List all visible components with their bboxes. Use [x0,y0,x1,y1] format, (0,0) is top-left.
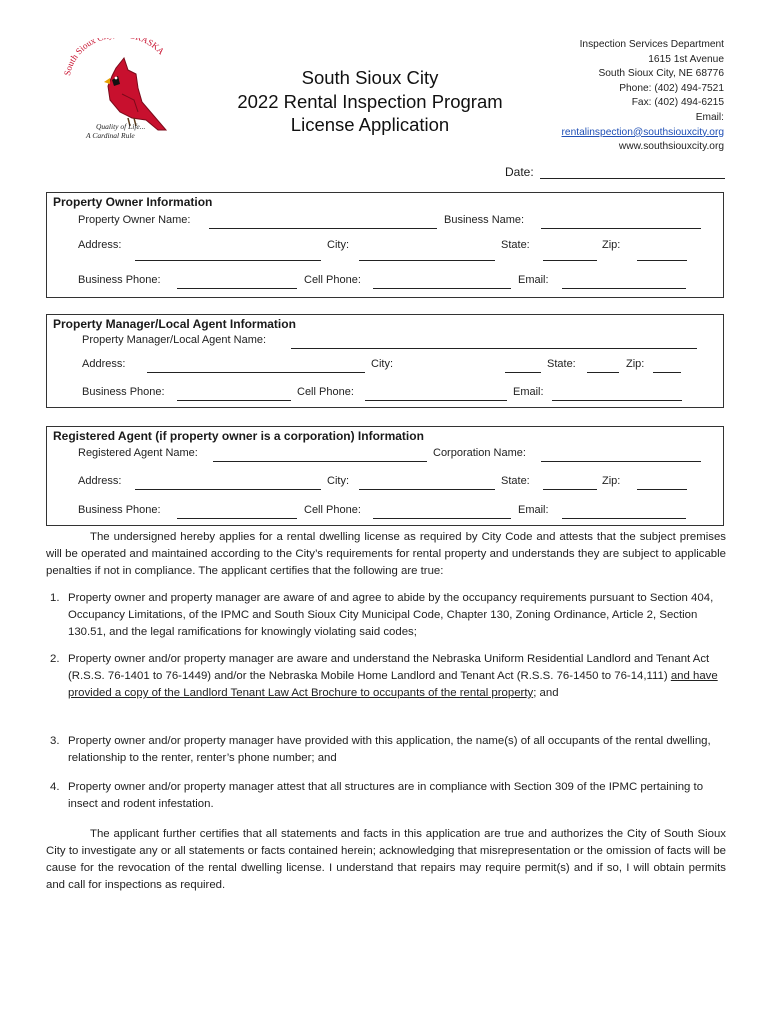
agent-corp-label: Corporation Name: [433,447,526,459]
agent-city-label: City: [327,475,349,487]
dept-email-link[interactable]: rentalinspection@southsiouxcity.org [561,126,724,138]
intro-paragraph: The undersigned hereby applies for a rental dwelling license as required by City Code and attests that the subject premises will be operated and maintained according to the City’s requirements for rental property and understands they are subject to applicable penalties if not in compliance. The applicant certifies that the following are true: [46,531,726,577]
owner-city-line[interactable] [359,260,495,261]
owner-business-line[interactable] [541,228,701,229]
agent-address-label: Address: [78,475,122,487]
manager-name-label: Property Manager/Local Agent Name: [82,334,267,346]
list-item-2-text-a: Property owner and/or property manager are aware and understand the Nebraska Uniform Residential Landlord and Tenant Act (R.S.S. 76-1401 to 76-1449) and/or the Nebraska Mobile Home Landlord and Tenant Act (R.S.S. 76-1450 to 76-14,111) [68,653,710,682]
agent-bphone-label: Business Phone: [78,504,161,516]
owner-business-label: Business Name: [444,214,525,226]
list-item-3-text: Property owner and/or property manager have provided with this application, the name(s) of all occupants of the rental dwelling, relationship to the renter, renter’s phone number; and [68,735,711,764]
agent-corp-line[interactable] [541,461,701,462]
manager-email-line[interactable] [552,400,682,401]
logo-arc-text: South Sioux ASKA [62,38,167,77]
list-item-3-number: 3. [50,735,60,747]
list-item-2-text-b: ; and [533,687,559,699]
manager-cell-label: Cell Phone: [297,386,354,398]
owner-state-label: State: [501,239,530,251]
dept-address-1: 1615 1st Avenue [648,53,724,65]
manager-zip-line[interactable] [653,372,681,373]
list-item-2-number: 2. [50,653,60,665]
date-line[interactable] [540,178,725,179]
list-item-4 [50,779,726,813]
title-line-3: License Application [290,114,450,135]
date-label: Date: [505,165,534,179]
manager-heading: Property Manager/Local Agent Information [53,317,296,331]
agent-name-line[interactable] [213,461,427,462]
city-logo [58,38,178,146]
manager-name-line[interactable] [291,348,697,349]
agent-zip-label: Zip: [602,475,621,487]
dept-phone: Phone: (402) 494-7521 [619,82,724,94]
closing-paragraph: The applicant further certifies that all statements and facts in this application are true and authorizes the City of South Sioux City to investigate any or all statements or facts contained herein; acknowledging that misrepresentation or the omission of facts will be cause for the revocation of the rental dwelling license. I understand that repairs may require permit(s) and if so, I will obtain permits and call for inspections as required. [46,828,726,891]
owner-zip-label: Zip: [602,239,621,251]
agent-section [46,426,724,526]
agent-name-label: Registered Agent Name: [78,447,198,459]
manager-section [46,314,724,408]
logo-tagline-1: Quality of Life... [96,122,146,131]
logo-tagline-2: A Cardinal Rule [86,131,135,140]
owner-name-label: Property Owner Name: [78,214,191,226]
cardinal-logo-icon [58,38,178,146]
owner-name-line[interactable] [209,228,437,229]
document-title [205,66,535,137]
owner-cell-line[interactable] [373,288,511,289]
agent-cell-line[interactable] [373,518,511,519]
agent-email-label: Email: [518,504,549,516]
manager-address-line[interactable] [147,372,365,373]
owner-state-line[interactable] [543,260,597,261]
agent-zip-line[interactable] [637,489,687,490]
agent-cell-label: Cell Phone: [304,504,361,516]
agent-state-line[interactable] [543,489,597,490]
agent-state-label: State: [501,475,530,487]
agent-bphone-line[interactable] [177,518,297,519]
manager-state-line[interactable] [587,372,619,373]
agent-address-line[interactable] [135,489,321,490]
list-item-1 [50,590,726,641]
list-item-4-number: 4. [50,781,60,793]
list-item-1-text: Property owner and property manager are aware of and agree to abide by the occupancy requirements pursuant to Section 404, Occupancy Limitations, of the IPMC and South Sioux City Municipal Code, Chapter 130, Zoning Ordinance, Article 2, Section 130.51, and the legal ramifications for knowingly violating said codes; [68,592,714,638]
manager-state-label: State: [547,358,576,370]
agent-heading: Registered Agent (if property owner is a corporation) Information [53,429,424,443]
owner-bphone-label: Business Phone: [78,274,161,286]
list-item-3 [50,733,726,767]
owner-address-line[interactable] [135,260,321,261]
manager-cell-line[interactable] [365,400,507,401]
manager-address-label: Address: [82,358,126,370]
title-line-1: South Sioux City [301,67,439,88]
manager-email-label: Email: [513,386,544,398]
manager-bphone-label: Business Phone: [82,386,165,398]
department-contact [562,38,724,155]
agent-email-line[interactable] [562,518,686,519]
manager-city-line[interactable] [505,372,541,373]
owner-cell-label: Cell Phone: [304,274,361,286]
title-line-2: 2022 Rental Inspection Program [237,90,503,112]
manager-bphone-line[interactable] [177,400,291,401]
agent-city-line[interactable] [359,489,495,490]
owner-email-line[interactable] [562,288,686,289]
dept-fax: Fax: (402) 494-6215 [631,97,724,109]
list-item-4-text: Property owner and/or property manager attest that all structures are in compliance with Section 309 of the IPMC pertaining to insect and rodent infestation. [68,781,704,810]
manager-zip-label: Zip: [626,358,645,370]
list-item-2-underlined: and have provided a copy of the Landlord Tenant Law Act Brochure to occupants of the rental property [68,670,718,699]
dept-email-label: Email: [695,111,724,123]
dept-website: www.southsiouxcity.org [618,141,724,153]
date-field [505,165,534,179]
owner-bphone-line[interactable] [177,288,297,289]
owner-zip-line[interactable] [637,260,687,261]
owner-address-label: Address: [78,239,122,251]
owner-email-label: Email: [518,274,549,286]
dept-address-2: South Sioux City, NE 68776 [598,68,724,80]
list-item-2 [50,651,726,702]
owner-heading: Property Owner Information [53,195,213,209]
list-item-1-number: 1. [50,592,60,604]
list-item-2-text [68,651,726,702]
owner-city-label: City: [327,239,349,251]
dept-name: Inspection Services Department [579,39,724,50]
owner-section [46,192,724,298]
manager-city-label: City: [371,358,393,370]
